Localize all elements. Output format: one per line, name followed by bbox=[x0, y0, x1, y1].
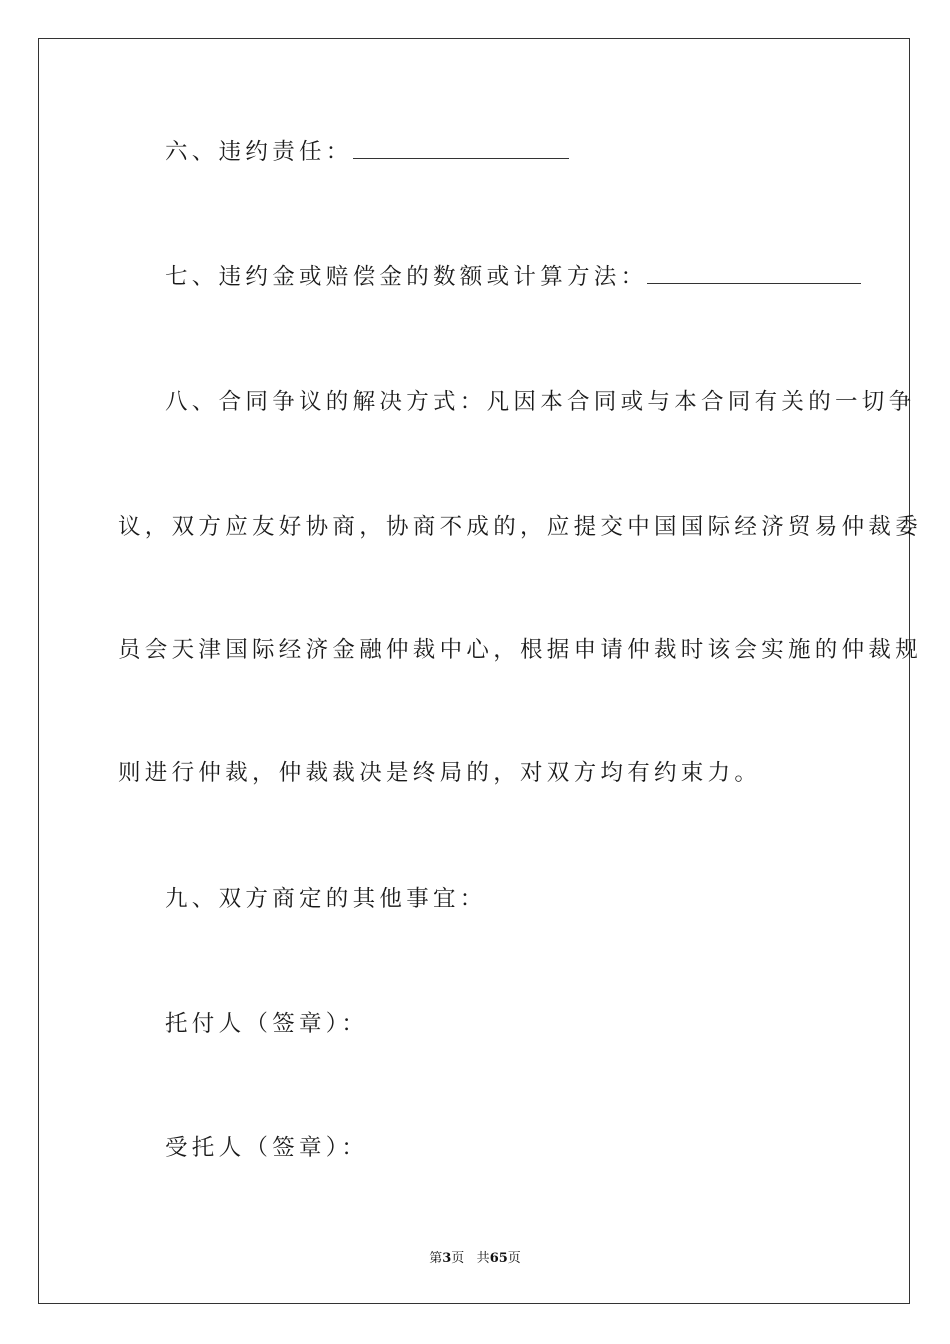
clause-eight-line-3: 员会天津国际经济金融仲裁中心，根据申请仲裁时该会实施的仲裁规 bbox=[118, 637, 923, 663]
clause-seven-blank bbox=[647, 263, 861, 284]
clause-seven bbox=[165, 262, 861, 292]
clause-seven-label: 七、违约金或赔偿金的数额或计算方法： bbox=[165, 264, 648, 290]
page-footer bbox=[0, 1247, 950, 1266]
total-suffix: 页 bbox=[507, 1251, 521, 1266]
clause-eight-line-2: 议，双方应友好协商，协商不成的，应提交中国国际经济贸易仲裁委 bbox=[118, 514, 923, 540]
clause-eight-line-4: 则进行仲裁，仲裁裁决是终局的，对双方均有约束力。 bbox=[118, 760, 762, 786]
clause-six-blank bbox=[353, 138, 569, 159]
clause-eight-line-1: 八、合同争议的解决方式：凡因本合同或与本合同有关的一切争 bbox=[165, 389, 916, 415]
total-prefix: 共 bbox=[476, 1251, 490, 1266]
page-number: 3 bbox=[442, 1251, 452, 1266]
clause-six bbox=[165, 137, 569, 167]
consignee-signature: 受托人（签章）： bbox=[165, 1135, 369, 1161]
consignor-signature: 托付人（签章）： bbox=[165, 1011, 369, 1037]
total-pages: 65 bbox=[489, 1251, 508, 1266]
clause-six-label: 六、违约责任： bbox=[165, 139, 353, 165]
page-prefix: 第 bbox=[429, 1251, 443, 1266]
page-border bbox=[38, 38, 910, 1304]
page-suffix: 页 bbox=[451, 1251, 465, 1266]
clause-nine: 九、双方商定的其他事宜： bbox=[165, 886, 487, 912]
